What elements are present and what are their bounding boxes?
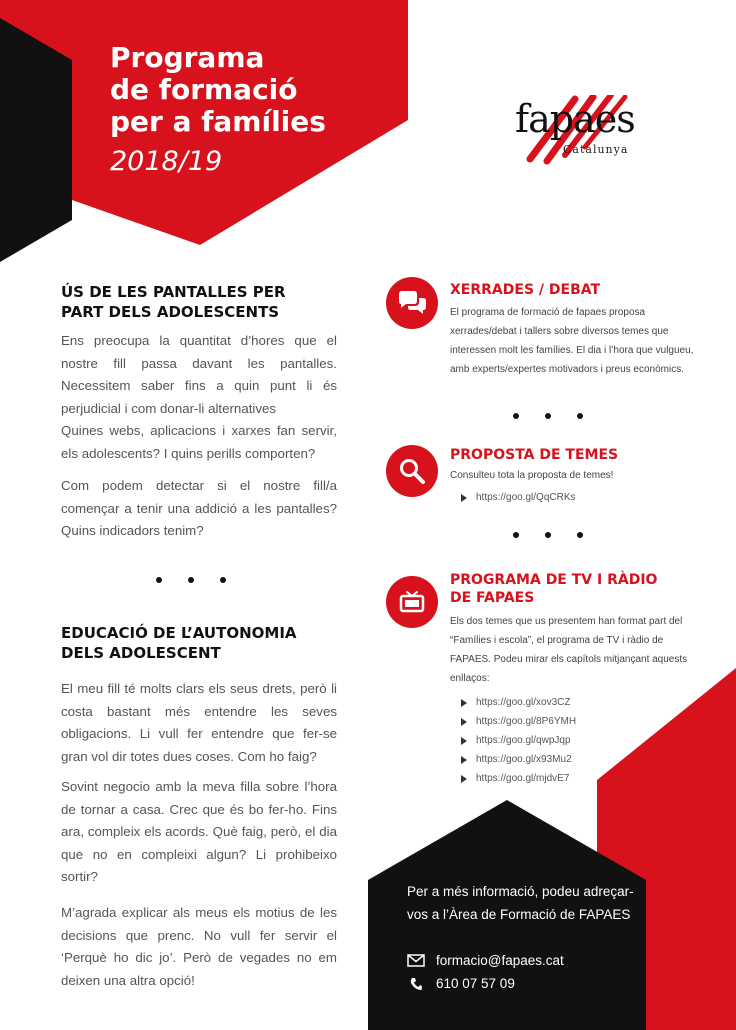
- xerrades-title: XERRADES / DEBAT: [450, 282, 601, 298]
- arrow-icon: [461, 775, 467, 783]
- paragraph: Quines webs, aplicacions i xarxes fan servir, els adolescents? I quins perills comporten?: [61, 423, 337, 461]
- phone-icon: [407, 977, 425, 991]
- link-item[interactable]: [461, 750, 576, 769]
- link-item[interactable]: [461, 731, 576, 750]
- link-text[interactable]: https://goo.gl/xov3CZ: [476, 697, 571, 708]
- arrow-icon: [461, 699, 467, 707]
- header-black-shape: [0, 18, 72, 262]
- magnifier-icon: [386, 445, 438, 497]
- dot-separator: [156, 577, 226, 583]
- arrow-icon: [461, 756, 467, 764]
- temes-text: Consulteu tota la proposta de temes!: [450, 470, 614, 481]
- logo-subtitle: Catalunya: [563, 143, 629, 156]
- tv-title: [450, 571, 657, 607]
- speech-bubbles-icon: [386, 277, 438, 329]
- paragraph: Com podem detectar si el nostre fill/a començar a tenir una addició a les pantalles? Quins indicadors tenim?: [61, 478, 337, 538]
- dot-separator: [513, 532, 583, 538]
- contact-phone[interactable]: 610 07 57 09: [436, 976, 515, 991]
- arrow-icon: [461, 737, 467, 745]
- section-title-autonomia: [61, 623, 297, 663]
- tv-title-line: PROGRAMA DE TV I RÀDIO: [450, 572, 658, 588]
- fapaes-logo: [505, 95, 645, 165]
- link-text[interactable]: https://goo.gl/QqCRKs: [476, 492, 576, 503]
- tv-title-line: DE FAPAES: [450, 590, 535, 606]
- link-text[interactable]: https://goo.gl/mjdvE7: [476, 773, 570, 784]
- link-item[interactable]: [461, 488, 576, 507]
- page-title: [110, 42, 326, 138]
- link-text[interactable]: https://goo.gl/x93Mu2: [476, 754, 572, 765]
- temes-links: [461, 488, 576, 507]
- tv-links: [461, 693, 576, 788]
- section-title-line: PART DELS ADOLESCENTS: [61, 303, 280, 321]
- section-title-line: EDUCACIÓ DE L’AUTONOMIA: [61, 624, 297, 642]
- tv-icon: [386, 576, 438, 628]
- link-item[interactable]: [461, 712, 576, 731]
- link-text[interactable]: https://goo.gl/qwpJqp: [476, 735, 571, 746]
- year-label: 2018/19: [110, 146, 223, 177]
- section-title-line: ÚS DE LES PANTALLES PER: [61, 283, 286, 301]
- paragraph: El meu fill té molts clars els seus drets, però li costa bastant més entendre les seves obligacions. Li vull fer entendre que fer-se gran vol dir totes dues coses. Com ho faig?: [61, 681, 337, 764]
- envelope-icon: [407, 954, 425, 967]
- contact-phone-row[interactable]: [407, 976, 515, 991]
- paragraph: Ens preocupa la quantitat d’hores que el nostre fill passa davant les pantalles. Necessitem saber fins a quin punt li és perjudicial i com donar-li alternatives: [61, 333, 337, 416]
- arrow-icon: [461, 718, 467, 726]
- link-text[interactable]: https://goo.gl/8P6YMH: [476, 716, 577, 727]
- tv-text: Els dos temes que us presentem han format part del “Famílies i escola”, el programa de TV i ràdio de FAPAES. Podeu mirar els capítols mitjançant aquests enllaços:: [450, 616, 688, 684]
- section-title-line: DELS ADOLESCENT: [61, 644, 221, 662]
- paragraph: Sovint negocio amb la meva filla sobre l’hora de tornar a casa. Crec que és bo fer-ho. Fins ara, compleix els acords. Què faig, però, el dia que no en compleixi algun? Li prohibeixo sortir?: [61, 779, 337, 884]
- temes-title: PROPOSTA DE TEMES: [450, 447, 619, 463]
- link-item[interactable]: [461, 769, 576, 788]
- xerrades-text: El programa de formació de fapaes proposa xerrades/debat i tallers sobre diversos temes que interessen molt les famílies. El dia i l’hora que vulgueu, amb experts/expertes motivadors i preus econòmics.: [450, 307, 694, 375]
- contact-info-text: Per a més informació, podeu adreçar-vos a l’Àrea de Formació de FAPAES: [407, 884, 634, 922]
- title-line: per a famílies: [110, 105, 326, 138]
- paragraph: M’agrada explicar als meus els motius de les decisions que prenc. No vull fer servir el ‘Perquè ho dic jo’. Però de vegades no em deixen una altra opció!: [61, 905, 337, 988]
- title-line: de formació: [110, 73, 298, 106]
- link-item[interactable]: [461, 693, 576, 712]
- contact-email[interactable]: formacio@fapaes.cat: [436, 953, 564, 968]
- section-title-pantalles: [61, 282, 286, 322]
- arrow-icon: [461, 494, 467, 502]
- title-line: Programa: [110, 41, 265, 74]
- logo-wordmark: fapaes: [515, 97, 635, 141]
- dot-separator: [513, 413, 583, 419]
- contact-email-row[interactable]: [407, 953, 564, 968]
